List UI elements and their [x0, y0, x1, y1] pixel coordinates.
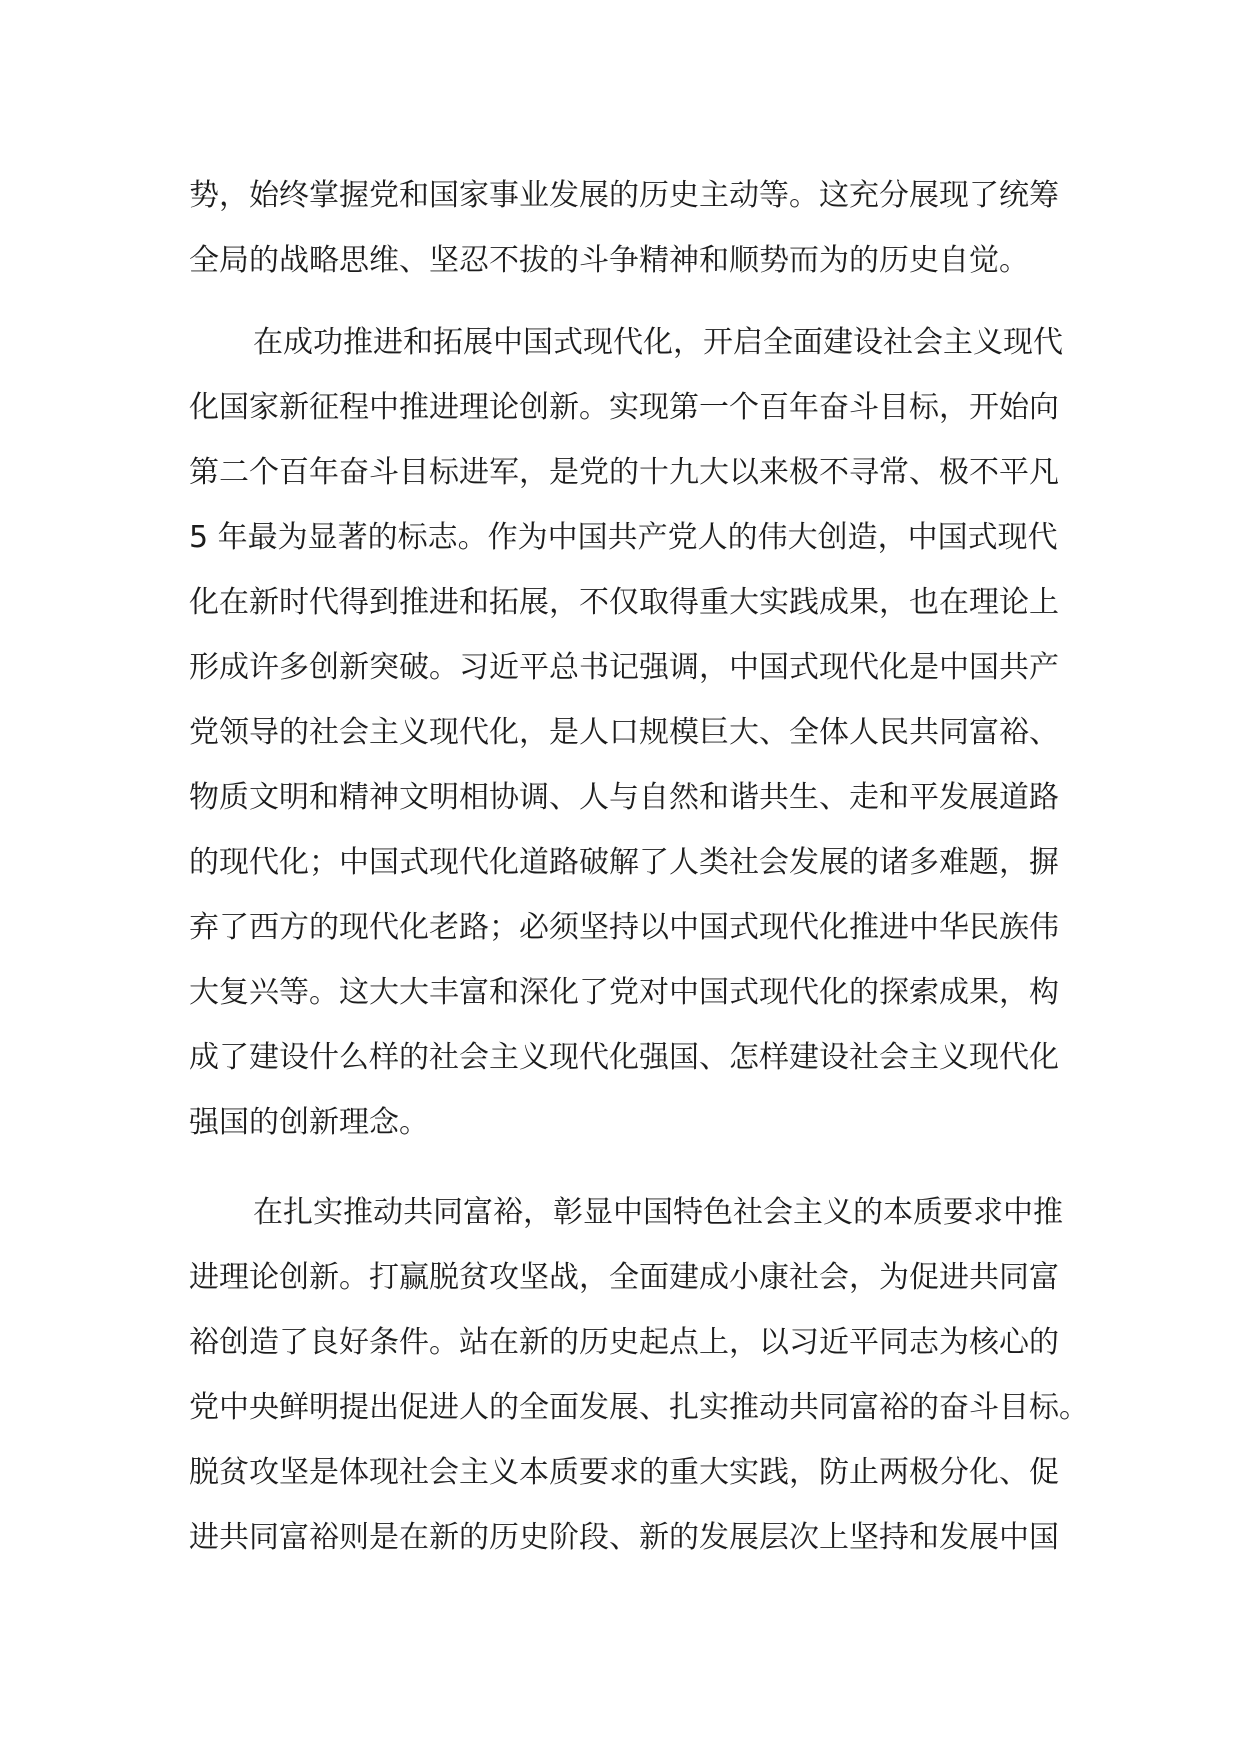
text-line: 大复兴等。这大大丰富和深化了党对中国式现代化的探索成果，构: [189, 975, 1059, 1010]
text-line: 党领导的社会主义现代化，是人口规模巨大、全体人民共同富裕、: [189, 715, 1059, 750]
text-line: 裕创造了良好条件。站在新的历史起点上，以习近平同志为核心的: [189, 1325, 1059, 1360]
text-line: 势，始终掌握党和国家事业发展的历史主动等。这充分展现了统筹: [189, 178, 1059, 213]
text-line: 的现代化；中国式现代化道路破解了人类社会发展的诸多难题，摒: [189, 845, 1059, 880]
paragraph: [189, 310, 1063, 1155]
text-line: 形成许多创新突破。习近平总书记强调，中国式现代化是中国共产: [189, 650, 1059, 685]
text-line: 化国家新征程中推进理论创新。实现第一个百年奋斗目标，开始向: [189, 390, 1059, 425]
text-line: 脱贫攻坚是体现社会主义本质要求的重大实践，防止两极分化、促: [189, 1455, 1059, 1490]
text-line: 弃了西方的现代化老路；必须坚持以中国式现代化推进中华民族伟: [189, 910, 1059, 945]
text-line: 物质文明和精神文明相协调、人与自然和谐共生、走和平发展道路: [189, 780, 1059, 815]
text-line: 第二个百年奋斗目标进军，是党的十九大以来极不寻常、极不平凡: [189, 455, 1059, 490]
text-line: 进共同富裕则是在新的历史阶段、新的发展层次上坚持和发展中国: [189, 1520, 1059, 1555]
text-line: 进理论创新。打赢脱贫攻坚战，全面建成小康社会，为促进共同富: [189, 1260, 1059, 1295]
paragraph: [189, 1180, 1089, 1570]
text-line: 在成功推进和拓展中国式现代化，开启全面建设社会主义现代: [253, 325, 1063, 360]
text-line: 成了建设什么样的社会主义现代化强国、怎样建设社会主义现代化: [189, 1040, 1059, 1075]
text-line: 5 年最为显著的标志。作为中国共产党人的伟大创造，中国式现代: [189, 520, 1058, 555]
paragraph: [189, 163, 1059, 293]
text-line: 化在新时代得到推进和拓展，不仅取得重大实践成果，也在理论上: [189, 585, 1059, 620]
text-line: 在扎实推动共同富裕，彰显中国特色社会主义的本质要求中推: [253, 1195, 1063, 1230]
text-line: 全局的战略思维、坚忍不拔的斗争精神和顺势而为的历史自觉。: [189, 243, 1029, 278]
text-line: 强国的创新理念。: [189, 1105, 429, 1140]
text-line: 党中央鲜明提出促进人的全面发展、扎实推动共同富裕的奋斗目标。: [189, 1390, 1089, 1425]
